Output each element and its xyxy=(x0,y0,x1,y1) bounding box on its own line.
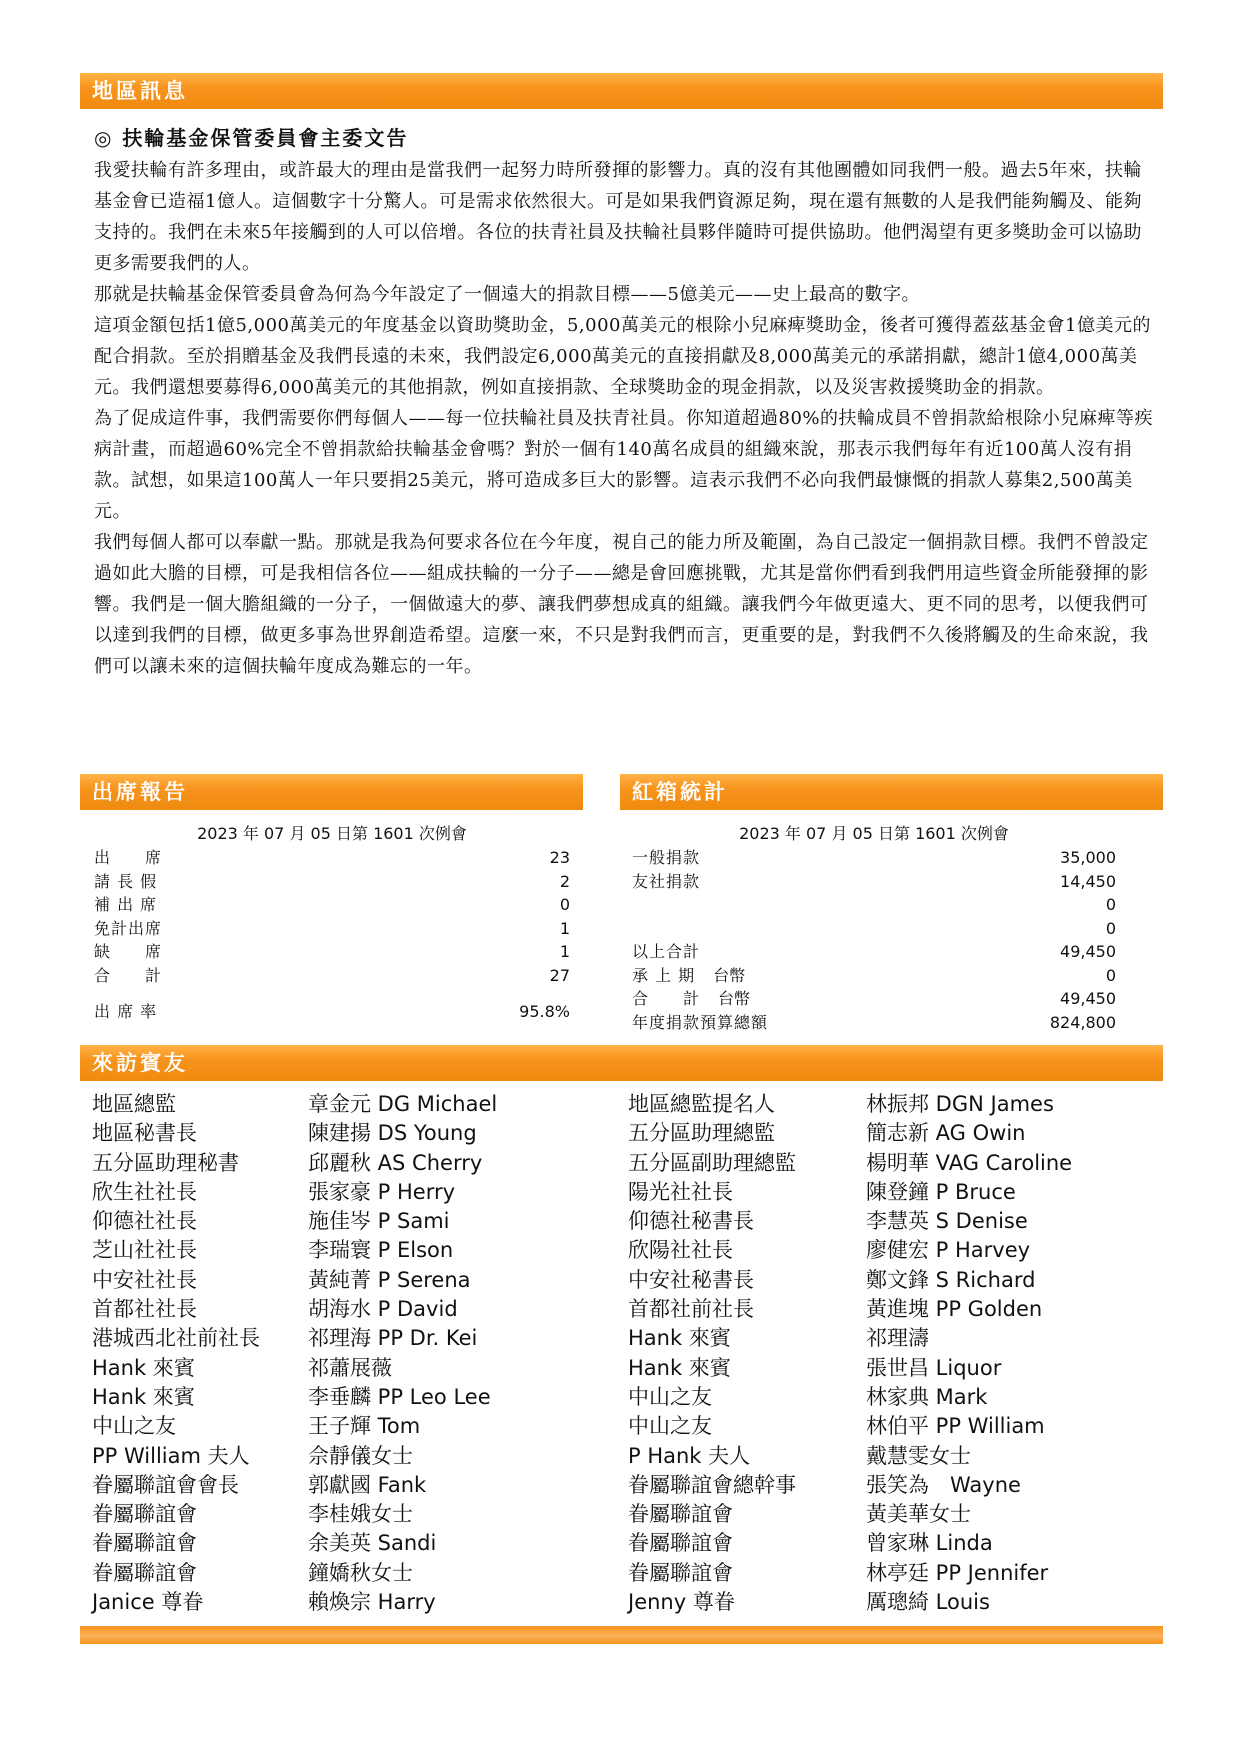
section-header-redbox: 紅箱統計 xyxy=(620,774,1163,810)
redbox-row xyxy=(632,940,1116,964)
visitor-name: 曾家琳 Linda xyxy=(866,1531,993,1556)
section-header-visitors: 來訪賓友 xyxy=(80,1045,1163,1081)
redbox-row xyxy=(632,987,1116,1011)
redbox-table xyxy=(632,822,1116,1034)
row-value: 35,000 xyxy=(1060,848,1116,867)
article-paragraph: 這項金額包括1億5,000萬美元的年度基金以資助獎助金，5,000萬美元的根除小兒麻痺獎助金，後者可獲得蓋茲基金會1億美元的配合捐款。至於捐贈基金及我們長遠的未來，我們設定6,000萬美元的直接捐獻及8,000萬美元的承諾捐獻，總計1億4,000萬美元。我們還想要募得6,000萬美元的其他捐款，例如直接捐款、全球獎助金的現金捐款，以及災害救援獎助金的捐款。 xyxy=(94,315,1151,398)
visitor-name: 張世昌 Liquor xyxy=(866,1355,1002,1380)
visitor-name: 黃美華女士 xyxy=(866,1502,971,1527)
visitor-name: 楊明華 VAG Caroline xyxy=(866,1150,1073,1175)
row-label: 缺 席 xyxy=(94,942,163,961)
visitor-title: 中安社社長 xyxy=(92,1267,197,1292)
visitor-title: 眷屬聯誼會 xyxy=(92,1560,197,1585)
visitor-title: 欣陽社社長 xyxy=(628,1238,733,1263)
row-currency xyxy=(768,1011,1050,1035)
visitor-title: 眷屬聯誼會 xyxy=(628,1502,733,1527)
visitor-name: 林亭廷 PP Jennifer xyxy=(866,1560,1049,1585)
visitor-name: 王子輝 Tom xyxy=(308,1414,421,1439)
visitor-title: Hank 來賓 xyxy=(628,1355,731,1380)
attendance-rate-row xyxy=(94,1000,570,1024)
visitor-title: 首都社前社長 xyxy=(628,1297,754,1322)
redbox-row xyxy=(632,1011,1116,1035)
visitor-name: 李桂娥女士 xyxy=(308,1502,413,1527)
visitor-name: 林伯平 PP William xyxy=(866,1414,1045,1439)
visitor-name: 李慧英 S Denise xyxy=(866,1209,1028,1234)
row-currency xyxy=(632,893,1106,917)
row-label: 合 計 xyxy=(632,989,701,1008)
visitor-name: 陳登鐘 P Bruce xyxy=(866,1179,1016,1204)
redbox-row xyxy=(632,917,1116,941)
visitor-title: 芝山社社長 xyxy=(92,1238,197,1263)
attendance-table xyxy=(94,822,570,1024)
visitor-title: 仰德社社長 xyxy=(92,1209,197,1234)
visitor-name: 張家豪 P Herry xyxy=(308,1179,456,1204)
row-label: 一般捐款 xyxy=(632,848,701,867)
spacer xyxy=(94,987,570,1000)
rate-value: 95.8% xyxy=(519,1002,570,1021)
visitor-title: 地區總監 xyxy=(92,1092,176,1116)
row-label: 以上合計 xyxy=(632,942,701,961)
visitor-title: 中山之友 xyxy=(92,1414,176,1439)
visitor-name: 賴煥宗 Harry xyxy=(308,1590,436,1615)
visitor-name: 施佳岑 P Sami xyxy=(308,1209,450,1234)
redbox-row xyxy=(632,893,1116,917)
redbox-row xyxy=(632,964,1116,988)
attendance-row xyxy=(94,893,570,917)
row-value: 0 xyxy=(1105,895,1116,914)
visitor-title: Jenny 尊眷 xyxy=(628,1590,735,1615)
row-currency: 台幣 xyxy=(718,989,751,1008)
row-value: 0 xyxy=(559,895,570,914)
row-value: 49,450 xyxy=(1060,942,1116,961)
visitor-title: PP William 夫人 xyxy=(92,1443,250,1468)
row-currency xyxy=(632,917,1106,941)
visitor-title: 眷屬聯誼會 xyxy=(628,1531,733,1556)
rate-label: 出 席 率 xyxy=(94,1002,158,1021)
row-label: 合 計 xyxy=(94,965,163,985)
attendance-row xyxy=(94,940,570,964)
row-value: 0 xyxy=(1105,965,1116,985)
visitor-title: P Hank 夫人 xyxy=(628,1443,751,1468)
row-value: 27 xyxy=(549,965,570,985)
visitor-name: 章金元 DG Michael xyxy=(308,1092,498,1116)
row-label: 免計出席 xyxy=(94,918,163,938)
footer-rule xyxy=(80,1626,1163,1644)
meeting-date: 2023 年 07 月 05 日第 1601 次例會 xyxy=(197,824,467,843)
row-label: 承 上 期 xyxy=(632,965,696,985)
visitor-name: 鐘嬌秋女士 xyxy=(308,1560,413,1585)
visitor-name: 張笑為 Wayne xyxy=(866,1472,1021,1497)
visitor-name: 李瑞寰 P Elson xyxy=(308,1238,454,1263)
visitor-title: 欣生社社長 xyxy=(92,1179,197,1204)
row-value: 1 xyxy=(559,918,570,938)
visitor-name: 廖健宏 P Harvey xyxy=(866,1238,1031,1263)
meeting-date: 2023 年 07 月 05 日第 1601 次例會 xyxy=(739,824,1009,843)
visitor-title-column-left xyxy=(92,1090,260,1617)
visitor-title: Hank 來賓 xyxy=(92,1384,195,1409)
visitor-name: 祁理海 PP Dr. Kei xyxy=(308,1326,478,1351)
row-value: 14,450 xyxy=(1060,871,1116,891)
visitor-name: 簡志新 AG Owin xyxy=(866,1121,1026,1146)
row-value: 0 xyxy=(1105,918,1116,938)
visitor-title: 地區總監提名人 xyxy=(628,1092,775,1116)
row-currency xyxy=(700,940,1060,964)
visitor-title: Janice 尊眷 xyxy=(92,1590,204,1615)
visitor-title: 五分區助理秘書 xyxy=(92,1150,239,1175)
visitor-name-column-left xyxy=(308,1090,497,1617)
article-paragraph: 為了促成這件事，我們需要你們每個人——每一位扶輪社員及扶青社員。你知道超過80%的扶輪成員不曾捐款給根除小兒麻痺等疾病計畫，而超過60%完全不曾捐款給扶輪基金會嗎？對於一個有140萬名成員的組織來說，那表示我們每年有近100萬人沒有捐款。試想，如果這100萬人一年只要捐25美元，將可造成多巨大的影響。這表示我們不必向我們最慷慨的捐款人募集2,500萬美元。 xyxy=(94,408,1154,522)
article-paragraph: 我們每個人都可以奉獻一點。那就是我為何要求各位在今年度，視自己的能力所及範圍，為自己設定一個捐款目標。我們不曾設定過如此大膽的目標，可是我相信各位——組成扶輪的一分子——總是會回應挑戰，尤其是當你們看到我們用這些資金所能發揮的影響。我們是一個大膽組織的一分子，一個做遠大的夢、讓我們夢想成真的組織。讓我們今年做更遠大、更不同的思考，以便我們可以達到我們的目標，做更多事為世界創造希望。這麼一來，不只是對我們而言，更重要的是，對我們不久後將觸及的生命來說，我們可以讓未來的這個扶輪年度成為難忘的一年。 xyxy=(94,532,1149,677)
visitor-title: 地區秘書長 xyxy=(92,1121,197,1146)
visitor-title: 眷屬聯誼會總幹事 xyxy=(628,1472,796,1497)
visitor-title: 中安社秘書長 xyxy=(628,1267,754,1292)
visitor-title: 眷屬聯誼會 xyxy=(92,1531,197,1556)
attendance-row xyxy=(94,870,570,894)
visitor-name: 黃進塊 PP Golden xyxy=(866,1297,1043,1322)
visitor-name: 胡海水 P David xyxy=(308,1297,458,1322)
visitor-title: 五分區副助理總監 xyxy=(628,1150,796,1175)
visitor-title: 中山之友 xyxy=(628,1384,712,1409)
visitor-title: 眷屬聯誼會 xyxy=(92,1502,197,1527)
visitor-name-column-right xyxy=(866,1090,1072,1617)
visitor-name: 邱麗秋 AS Cherry xyxy=(308,1150,483,1175)
row-currency: 台幣 xyxy=(713,965,746,985)
row-label: 年度捐款預算總額 xyxy=(632,1012,769,1032)
row-value: 824,800 xyxy=(1049,1012,1116,1032)
visitor-name: 郭獻國 Fank xyxy=(308,1472,427,1497)
visitor-name: 佘靜儀女士 xyxy=(308,1443,413,1468)
visitor-name: 林振邦 DGN James xyxy=(866,1092,1054,1116)
section-header-district: 地區訊息 xyxy=(80,73,1163,109)
visitor-name: 黃純菁 P Serena xyxy=(308,1267,471,1292)
row-label: 補 出 席 xyxy=(94,895,158,914)
row-label: 友社捐款 xyxy=(632,871,701,891)
visitor-title: 五分區助理總監 xyxy=(628,1121,775,1146)
row-currency xyxy=(700,846,1060,870)
visitor-title: Hank 來賓 xyxy=(92,1355,195,1380)
visitor-title: 眷屬聯誼會會長 xyxy=(92,1472,239,1497)
section-header-attendance: 出席報告 xyxy=(80,774,583,810)
visitor-name: 李垂麟 PP Leo Lee xyxy=(308,1384,491,1409)
visitor-title: 眷屬聯誼會 xyxy=(628,1560,733,1585)
visitor-title: 首都社社長 xyxy=(92,1297,197,1322)
visitor-name: 余美英 Sandi xyxy=(308,1531,437,1556)
visitor-title: Hank 來賓 xyxy=(628,1326,731,1351)
attendance-row xyxy=(94,964,570,988)
redbox-row xyxy=(632,870,1116,894)
article-paragraph: 我愛扶輪有許多理由，或許最大的理由是當我們一起努力時所發揮的影響力。真的沒有其他團體如同我們一般。過去5年來，扶輪基金會已造福1億人。這個數字十分驚人。可是需求依然很大。可是如果我們資源足夠，現在還有無數的人是我們能夠觸及、能夠支持的。我們在未來5年接觸到的人可以倍增。各位的扶青社員及扶輪社員夥伴隨時可提供協助。他們渴望有更多獎助金可以協助更多需要我們的人。 xyxy=(94,160,1142,274)
visitor-name: 林家典 Mark xyxy=(866,1384,988,1409)
visitor-name: 陳建揚 DS Young xyxy=(308,1121,477,1146)
row-value: 23 xyxy=(549,848,570,867)
row-value: 1 xyxy=(559,942,570,961)
visitor-name: 戴慧雯女士 xyxy=(866,1443,971,1468)
row-value: 49,450 xyxy=(1060,989,1116,1008)
row-label: 出 席 xyxy=(94,848,163,867)
visitor-name: 厲璁綺 Louis xyxy=(866,1590,990,1615)
attendance-row xyxy=(94,846,570,870)
row-label: 請 長 假 xyxy=(94,871,158,891)
redbox-row xyxy=(632,846,1116,870)
visitor-title: 仰德社秘書長 xyxy=(628,1209,754,1234)
visitor-title: 港城西北社前社長 xyxy=(92,1326,260,1351)
attendance-row xyxy=(94,917,570,941)
row-currency xyxy=(700,870,1060,894)
visitor-name: 祁理濤 xyxy=(866,1326,929,1351)
visitor-title: 中山之友 xyxy=(628,1414,712,1439)
visitor-name: 祁蕭展薇 xyxy=(308,1355,392,1380)
article-paragraph: 那就是扶輪基金保管委員會為何為今年設定了一個遠大的捐款目標——5億美元——史上最高的數字。 xyxy=(94,284,920,305)
article-title: ◎ 扶輪基金保管委員會主委文告 xyxy=(94,126,409,150)
row-value: 2 xyxy=(559,871,570,891)
article-body xyxy=(94,155,1154,682)
visitor-title-column-right xyxy=(628,1090,796,1617)
visitor-name: 鄭文鋒 S Richard xyxy=(866,1267,1036,1292)
visitor-title: 陽光社社長 xyxy=(628,1179,733,1204)
